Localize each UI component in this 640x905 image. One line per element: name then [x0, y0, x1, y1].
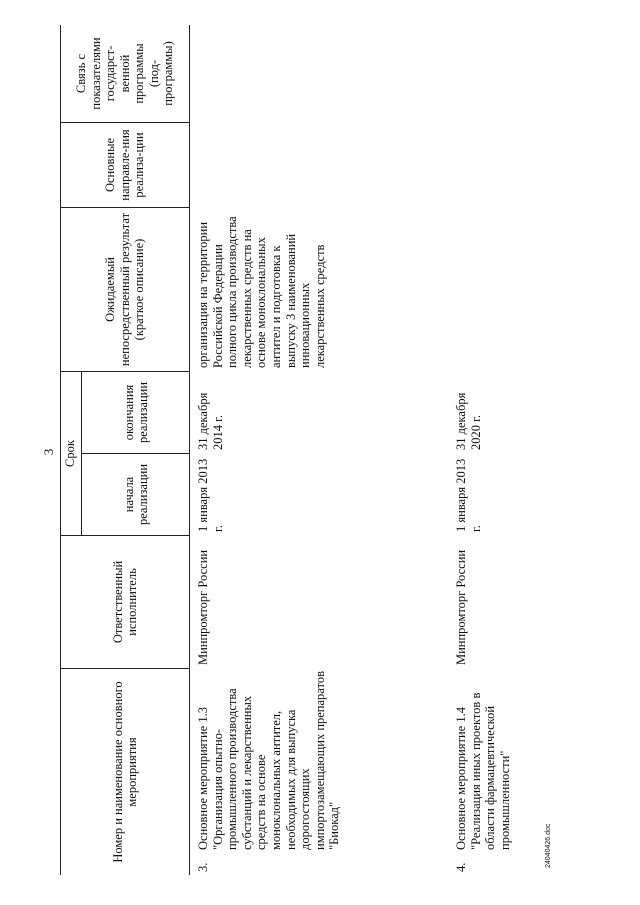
header-directions: Основные направле-ния реализа-ции: [60, 122, 190, 207]
rotated-table: [60, 25, 512, 875]
row-3-number: 3.: [196, 862, 210, 872]
row-4-executor: Минпромторг России: [454, 549, 468, 665]
row-4-name: Основное мероприятие 1.4 "Реализация иных проектов в области фармацевтической промышленности": [454, 692, 512, 850]
row-3-executor: Минпромторг России: [196, 549, 210, 665]
header-link: Связь с показателями государст-венной программы (под-программы): [74, 37, 176, 110]
page-number: 3: [41, 448, 56, 456]
row-3-name: Основное мероприятие 1.3 "Организация опытно-промышленного производства субстанций и лекарственных средств на основе моноклональных антител, необходимых для выпуска дорогостоящих импортозамещающих препаратов "Биокад": [196, 671, 342, 850]
header-start: начала реализации: [82, 453, 190, 535]
row-3-end: 31 декабря 2014 г.: [196, 392, 225, 450]
header-end: окончания реализации: [82, 371, 190, 453]
row-3-start: 1 января 2013 г.: [196, 458, 225, 532]
header-result: Ожидаемый непосредственный результат (краткое описание): [60, 207, 190, 371]
header-number-name: Номер и наименование основного мероприятия: [60, 668, 190, 875]
header-executor: Ответственный исполнитель: [60, 535, 190, 668]
row-4-end: 31 декабря 2020 г.: [454, 392, 483, 450]
row-4-start: 1 января 2013 г.: [454, 458, 483, 532]
row-3-result: организация на территории Российской Федерации полного цикла производства лекарственных средств на основе моноклональных антител и подготовка к выпуску 3 наименований инновационных лекарственных средств: [196, 216, 327, 368]
header-term: Срок: [60, 371, 82, 535]
footer-document-code: 24040426.doc: [545, 823, 552, 868]
row-4-number: 4.: [454, 862, 468, 872]
